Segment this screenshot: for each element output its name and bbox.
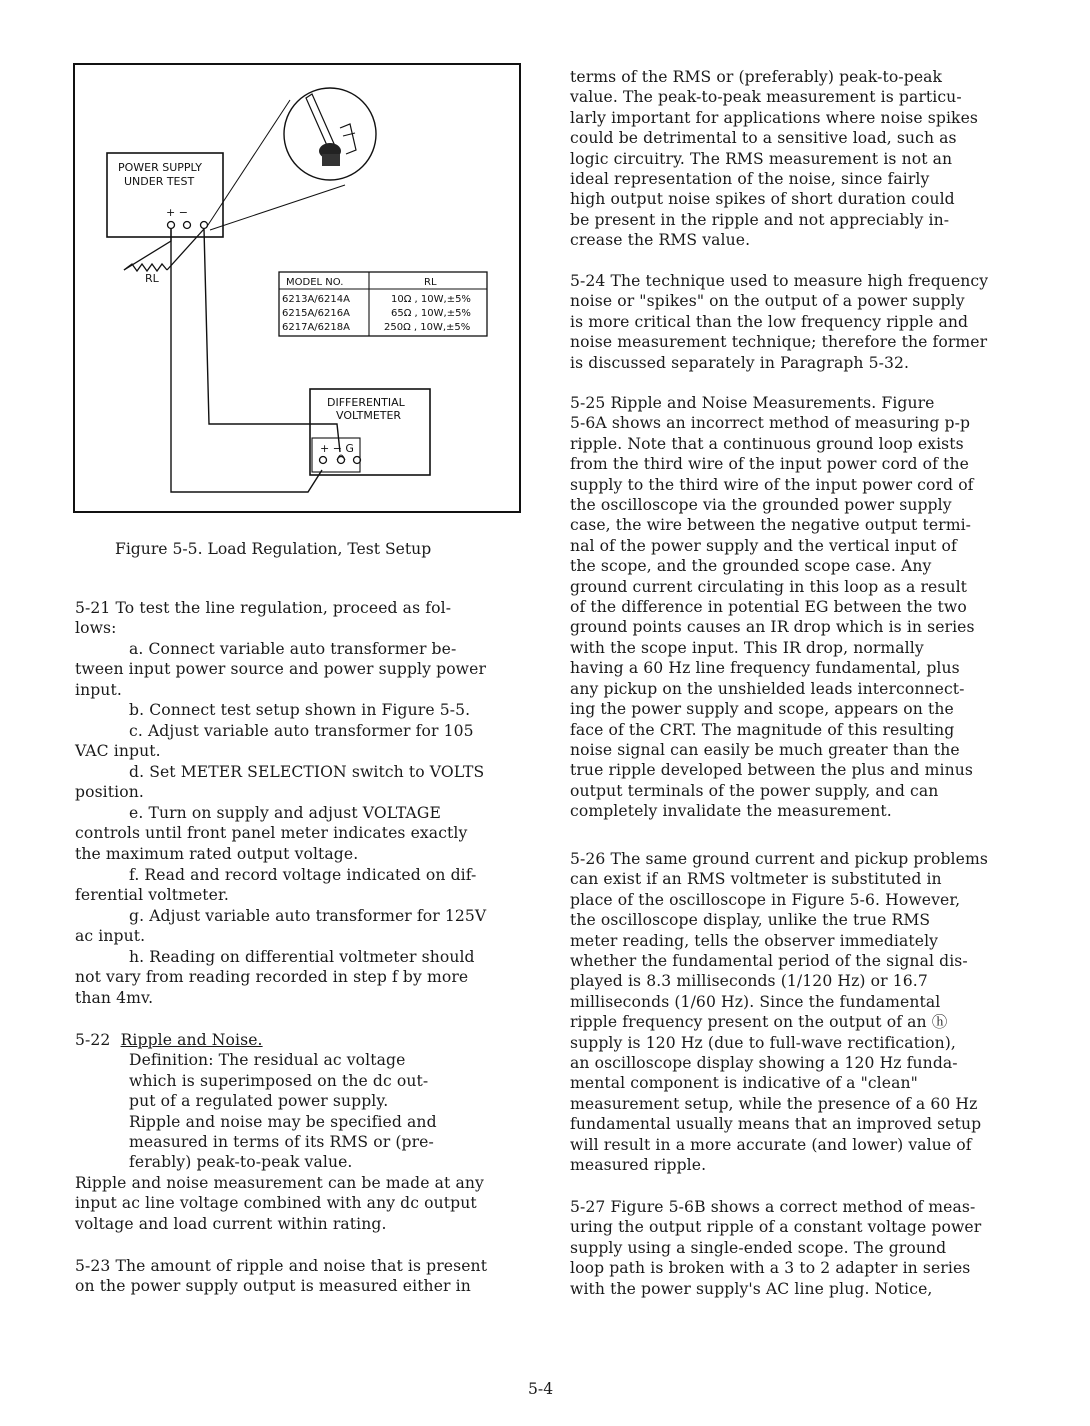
step-h: h. Reading on differential voltmeter should not vary from reading recorded in step f by more than 4mv. (75, 948, 475, 1007)
paragraph-5-23-continued: terms of the RMS or (preferably) peak-to-peak value. The peak-to-peak measurement is particu- larly important for applications where noise spikes could be detrimental to a sensitive load, such as logic circuitry. The RMS measurement is not an ideal representation of the noise, since fairly high output noise spikes of short duration could be present in the ripple and not appreciably in- crease the RMS value. (570, 68, 979, 250)
paragraph-5-22-number: 5-22 (75, 1031, 111, 1049)
dvm-box-label-2: VOLTMETER (336, 409, 402, 422)
paragraph-5-21: 5-21 To test the line regulation, proceed as fol- lows: (75, 599, 452, 638)
step-a: a. Connect variable auto transformer be- tween input power source and power supply power input. (75, 640, 487, 699)
table-row-2-model: 6215A/6216A (282, 308, 350, 319)
paragraph-5-22: 5-22 Ripple and Noise. Definition: The residual ac voltage which is superimposed on the dc out- put of a regulated power supply. Ripple and noise may be specified and measured in terms of its RMS or (pre- ferably) peak-to-peak value. Ripple and noise measurement can be made at any input ac line voltage combined with any dc output voltage and load current within rating. (75, 1031, 484, 1233)
dvm-box-label-1: DIFFERENTIAL (327, 396, 405, 409)
paragraph-5-27: 5-27 Figure 5-6B shows a correct method of meas- uring the output ripple of a constant voltage power supply using a single-ended scope. The ground loop path is broken with a 3 to 2 adapter in series with the power supply's AC line plug. Notice, (570, 1198, 982, 1298)
step-g: g. Adjust variable auto transformer for 125V ac input. (75, 907, 487, 946)
table-row-1-rl: 10Ω , 10W,±5% (391, 294, 471, 305)
paragraph-5-25: 5-25 Ripple and Noise Measurements. Figure 5-6A shows an incorrect method of measuring p-p ripple. Note that a continuous ground loop exists from the third wire of the input power cord of the supply to the third wire of the input power cord of the oscilloscope via the grounded power supply case, the wire between the negative output termi- nal of the power supply and the vertical input of the scope, and the grounded scope case. Any ground current circulating in this loop as a result of the difference in potential EG between the two ground points causes an IR drop which is in series with the scope input. This IR drop, normally having a 60 Hz line frequency fundamental, plus any pickup on the unshielded leads interconnect- ing the power supply and scope, appears on the face of the CRT. The magnitude of this resulting noise signal can easily be much greater than the true ripple developed between the plus and minus output terminals of the power supply, and can completely invalidate the measurement. (570, 394, 975, 821)
table-row-1-model: 6213A/6214A (282, 294, 350, 305)
psu-terminals-label: + − (166, 206, 188, 219)
table-header-rl: RL (424, 277, 437, 288)
psu-box-label-2: UNDER TEST (124, 175, 195, 188)
table-row-2-rl: 65Ω , 10W,±5% (391, 308, 471, 319)
paragraph-5-24: 5-24 The technique used to measure high frequency noise or "spikes" on the output of a power supply is more critical than the low frequency ripple and noise measurement technique; therefore the former is discussed separately in Paragraph 5-32. (570, 272, 989, 372)
table-header-model: MODEL NO. (286, 277, 344, 288)
paragraph-5-23: 5-23 The amount of ripple and noise that is present on the power supply output is measured either in (75, 1257, 488, 1296)
step-b: b. Connect test setup shown in Figure 5-5. (129, 701, 471, 719)
paragraph-5-22-title: Ripple and Noise. (120, 1031, 263, 1049)
left-column (75, 0, 537, 1426)
step-c: c. Adjust variable auto transformer for 105 VAC input. (75, 722, 474, 761)
right-column (570, 0, 1032, 1426)
figure-caption: Figure 5-5. Load Regulation, Test Setup (115, 540, 432, 558)
rl-label: RL (145, 272, 159, 285)
step-d: d. Set METER SELECTION switch to VOLTS position. (75, 763, 485, 802)
psu-box-label-1: POWER SUPPLY (118, 161, 202, 174)
table-row-3-rl: 250Ω , 10W,±5% (384, 322, 471, 333)
step-e: e. Turn on supply and adjust VOLTAGE controls until front panel meter indicates exactly the maximum rated output voltage. (75, 804, 468, 863)
dvm-terminals-label: + − G (320, 442, 354, 455)
table-row-3-model: 6217A/6218A (282, 322, 350, 333)
step-f: f. Read and record voltage indicated on dif- ferential voltmeter. (75, 866, 477, 905)
page-number: 5-4 (528, 1380, 554, 1398)
paragraph-5-26: 5-26 The same ground current and pickup problems can exist if an RMS voltmeter is substituted in place of the oscilloscope in Figure 5-6. However, the oscilloscope display, unlike the true RMS meter reading, tells the observer immediately whether the fundamental period of the signal dis- played is 8.3 milliseconds (1/120 Hz) or 16.7 milliseconds (1/60 Hz). Since the fundamental ripple frequency present on the output of an ⓗ supply is 120 Hz (due to full-wave rectification), an oscilloscope display showing a 120 Hz funda- mental component is indicative of a "clean" measurement setup, while the presence of a 60 Hz fundamental usually means that an improved setup will result in a more accurate (and lower) value of measured ripple. (570, 850, 988, 1175)
